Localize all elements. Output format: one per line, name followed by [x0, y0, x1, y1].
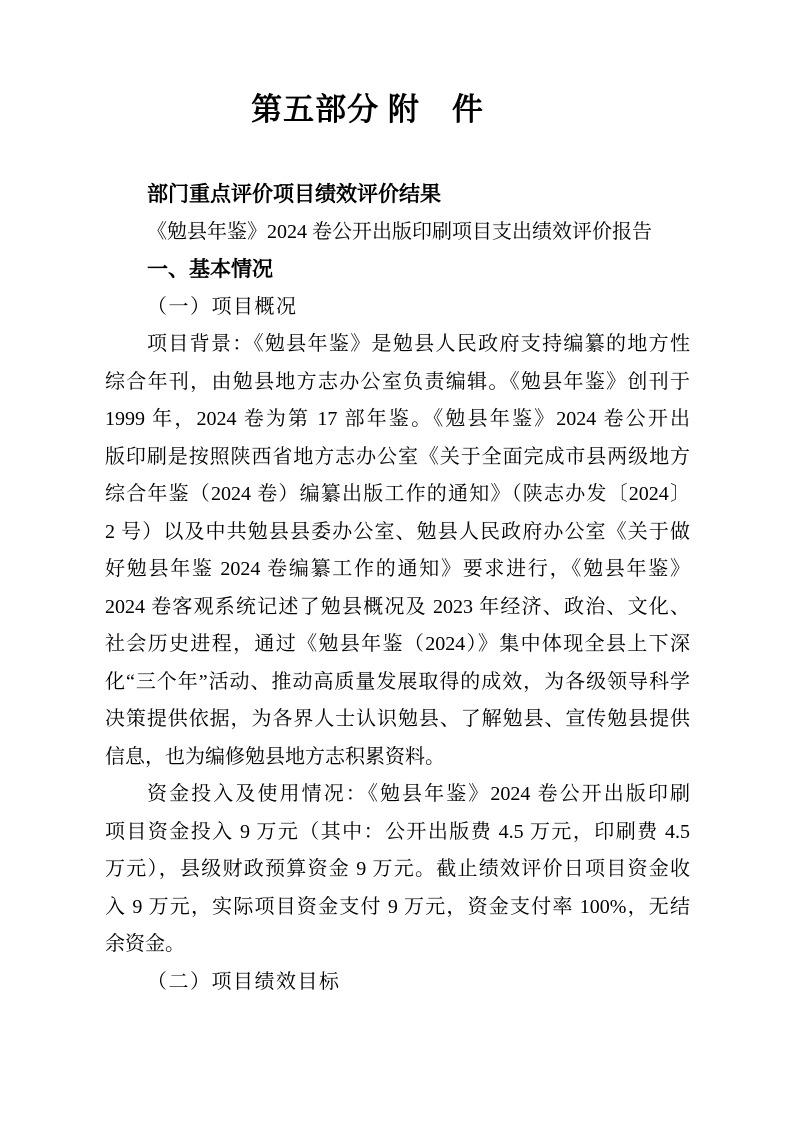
- paragraph-line: 项目资金投入 9 万元（其中：公开出版费 4.5 万元，印刷费 4.5: [105, 820, 690, 843]
- paragraph-line: 资金投入及使用情况：《勉县年鉴》2024 卷公开出版印刷: [147, 783, 690, 805]
- paragraph-line: 余资金。: [105, 933, 185, 955]
- paragraph-line: 万元），县级财政预算资金 9 万元。截止绩效评价日项目资金收: [105, 858, 690, 880]
- paragraph-line: 社会历史进程，通过《勉县年鉴（2024）》集中体现全县上下深: [105, 633, 690, 655]
- paragraph-line: 信息，也为编修勉县地方志积累资料。: [105, 745, 445, 768]
- paragraph-line: 化“三个年”活动、推动高质量发展取得的成效，为各级领导科学: [105, 670, 690, 693]
- subheading-performance-goals: （二）项目绩效目标: [147, 970, 341, 993]
- heading-evaluation-result: 部门重点评价项目绩效评价结果: [147, 183, 441, 206]
- paragraph-line: 入 9 万元，实际项目资金支付 9 万元，资金支付率 100%，无结: [105, 895, 690, 918]
- paragraph-line: 版印刷是按照陕西省地方志办公室《关于全面完成市县两级地方: [105, 445, 690, 468]
- paragraph-line: 好勉县年鉴 2024 卷编纂工作的通知》要求进行，《勉县年鉴》: [105, 558, 690, 580]
- report-title: 《勉县年鉴》2024 卷公开出版印刷项目支出绩效评价报告: [147, 220, 652, 243]
- subheading-project-overview: （一）项目概况: [147, 295, 298, 318]
- paragraph-line: 综合年鉴（2024 卷）编纂出版工作的通知》（陕志办发〔2024〕: [105, 483, 690, 505]
- paragraph-line: 项目背景：《勉县年鉴》是勉县人民政府支持编纂的地方性: [147, 333, 690, 355]
- paragraph-line: 1999 年，2024 卷为第 17 部年鉴。《勉县年鉴》2024 卷公开出: [105, 408, 690, 430]
- heading-basic-info: 一、基本情况: [147, 258, 273, 281]
- paragraph-line: 2024 卷客观系统记述了勉县概况及 2023 年经济、政治、文化、: [105, 595, 690, 618]
- paragraph-line: 决策提供依据，为各界人士认识勉县、了解勉县、宣传勉县提供: [105, 708, 690, 730]
- document-body: [105, 176, 690, 1001]
- paragraph-line: 2 号）以及中共勉县县委办公室、勉县人民政府办公室《关于做: [105, 520, 690, 543]
- paragraph-line: 综合年刊，由勉县地方志办公室负责编辑。《勉县年鉴》创刊于: [105, 370, 690, 393]
- part-title: 第五部分 附 件: [251, 92, 484, 127]
